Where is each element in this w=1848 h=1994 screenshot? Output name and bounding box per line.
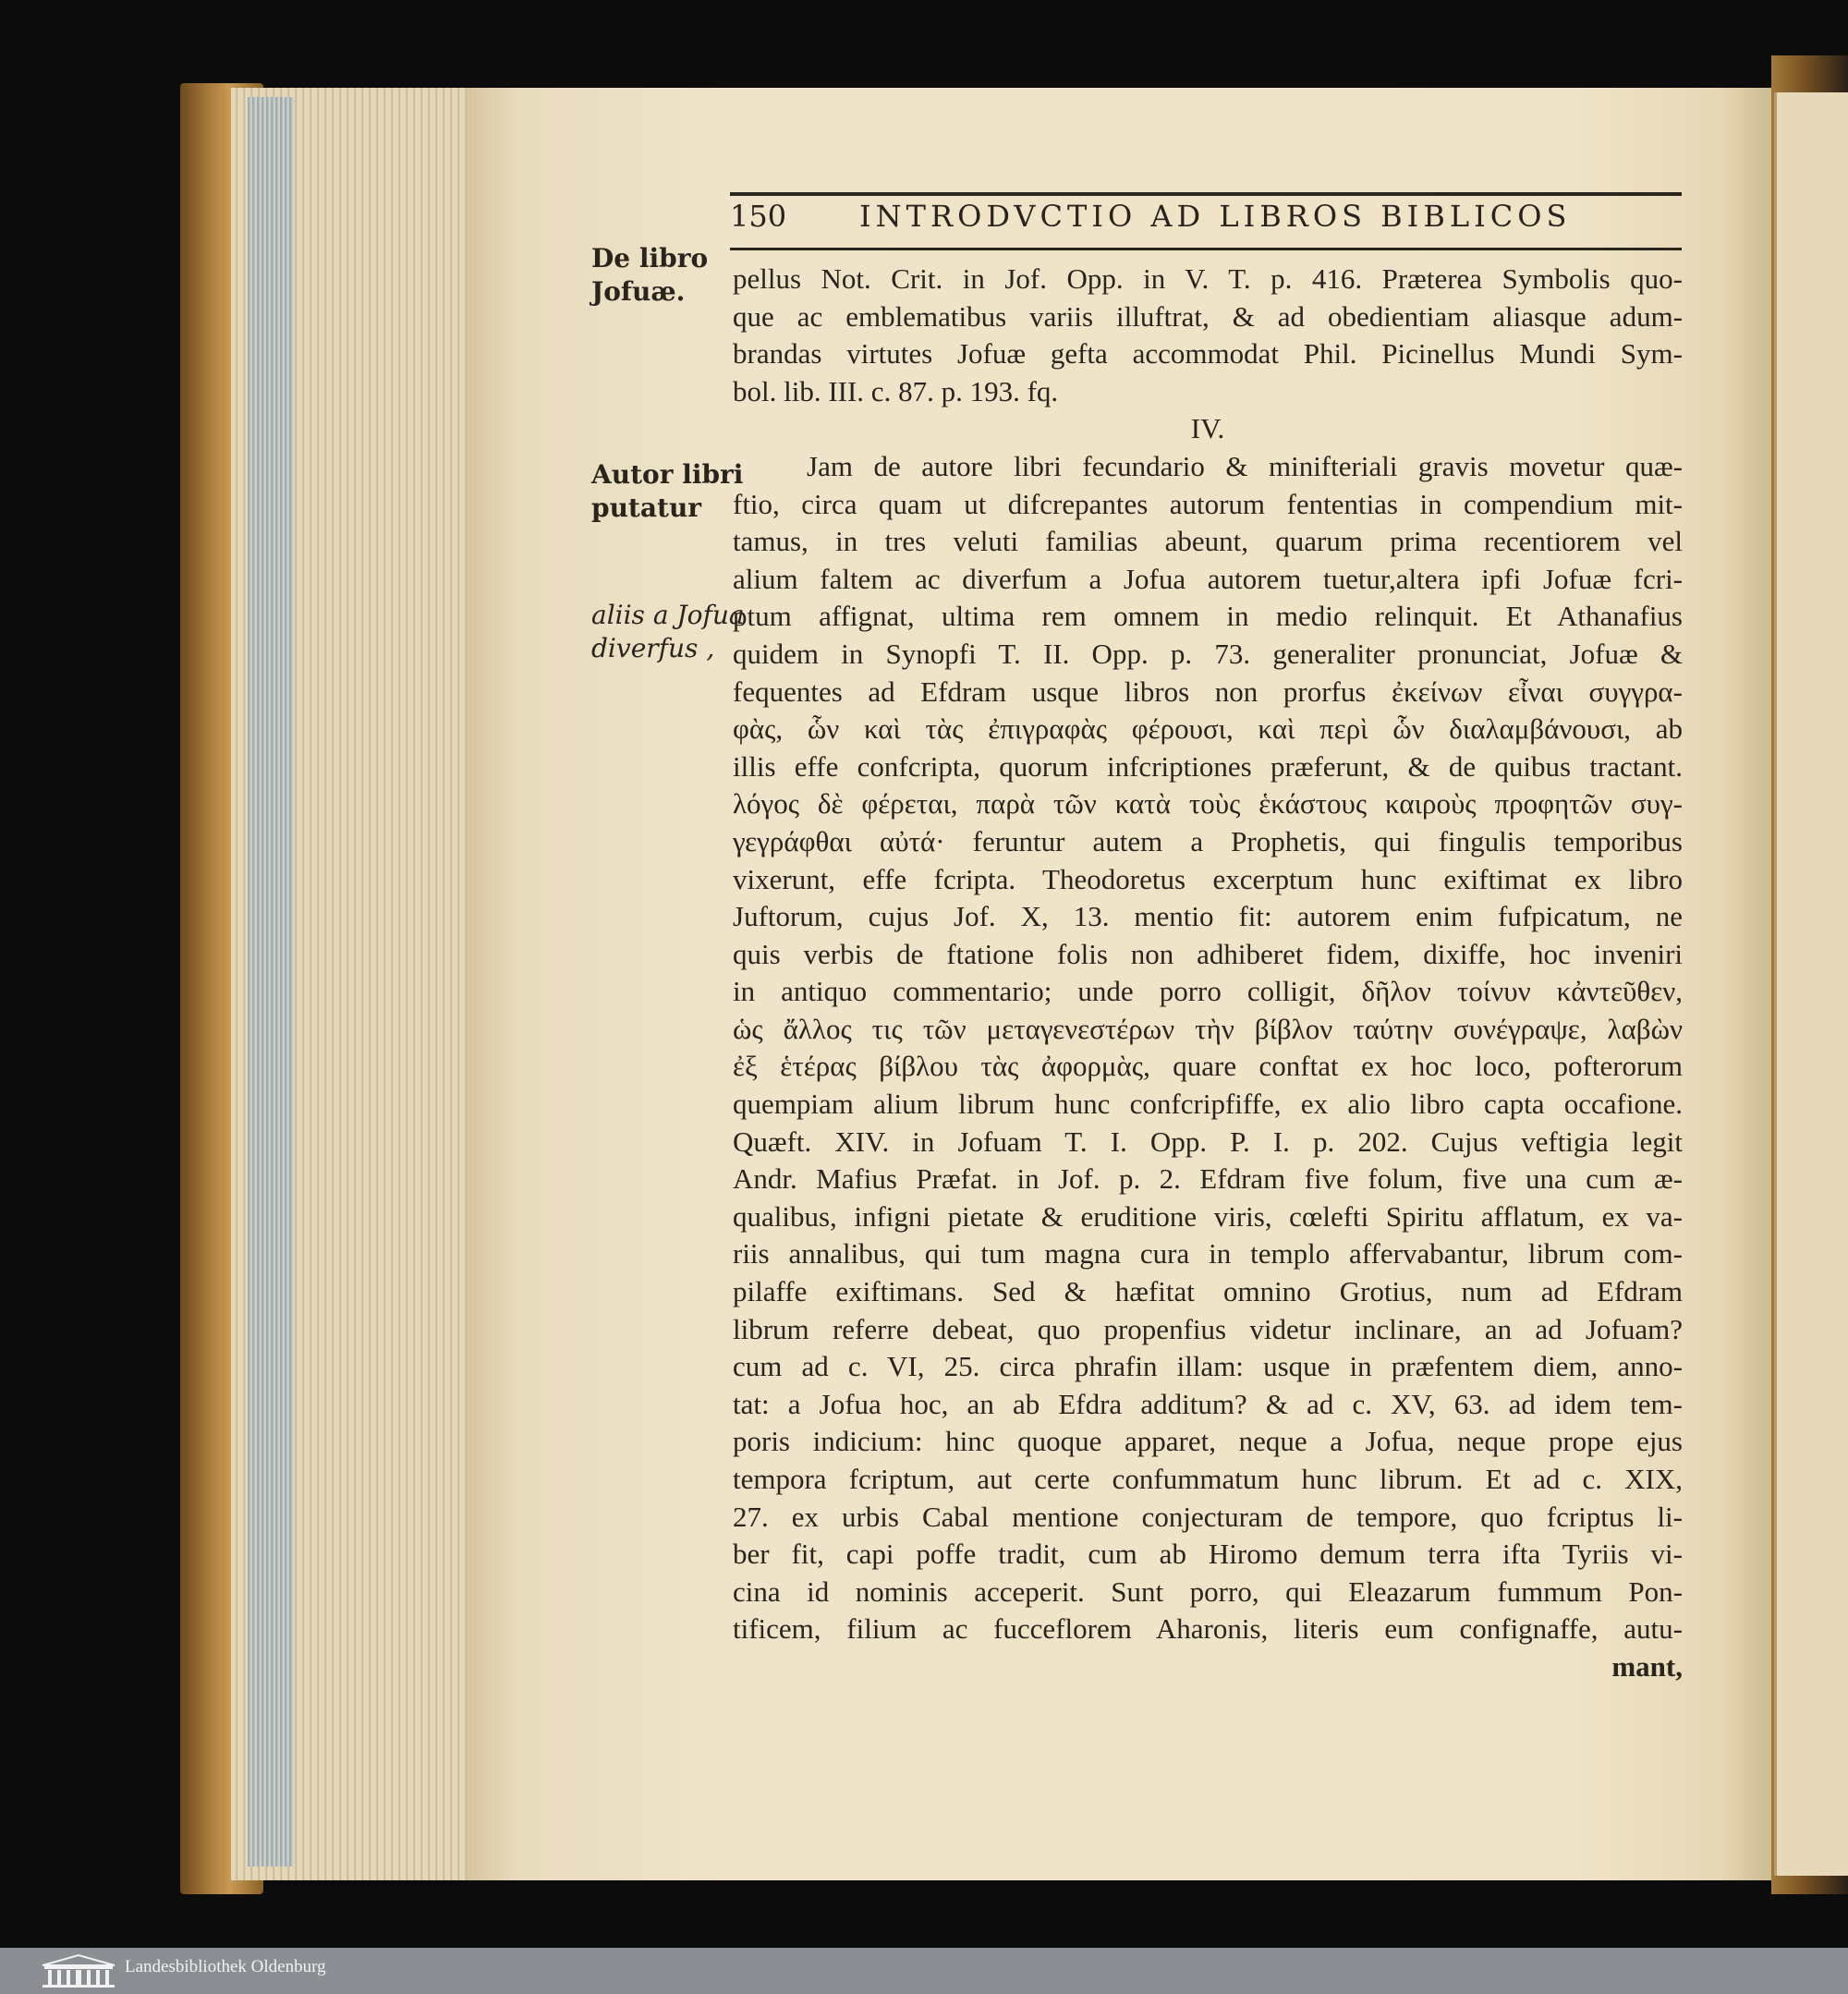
margin-note-line: putatur bbox=[591, 492, 702, 523]
footer-institution: Landesbibliothek Oldenburg bbox=[125, 1957, 326, 1976]
margin-note-line: De libro bbox=[591, 243, 709, 274]
text-line: fequentes ad Efdram usque libros non prorfus ἐκείνων εἶναι συγγρα- bbox=[733, 675, 1683, 708]
text-line: ὡς ἄλλος τις τῶν μεταγενεστέρων τὴν βίβλον ταύτην συνέγραψε, λαβὼν bbox=[733, 1012, 1683, 1045]
text-line: vixerunt, effe fcripta. Theodoretus excerptum hunc exiftimat ex libro bbox=[733, 862, 1683, 895]
text-line: Quæft. XIV. in Jofuam T. I. Opp. P. I. p. 202. Cujus veftigia legit bbox=[733, 1125, 1683, 1158]
text-line: γεγράφθαι αὐτά· feruntur autem a Prophetis, qui fingulis temporibus bbox=[733, 824, 1683, 857]
text-line: ber fit, capi poffe tradit, cum ab Hiromo demum terra ifta Tyriis vi- bbox=[733, 1538, 1683, 1571]
text-line: ptum affignat, ultima rem omnem in medio relinquit. Et Athanafius bbox=[733, 600, 1683, 633]
text-line: Andr. Mafius Præfat. in Jof. p. 2. Efdram five folum, five una cum æ- bbox=[733, 1162, 1683, 1196]
text-line: tificem, filium ac fucceflorem Aharonis, literis eum confignaffe, autu- bbox=[733, 1612, 1683, 1646]
text-line: 27. ex urbis Cabal mentione conjecturam de tempore, quo fcriptus li- bbox=[733, 1500, 1683, 1533]
header-top-rule bbox=[730, 192, 1682, 196]
margin-note-line: diverfus , bbox=[591, 633, 715, 663]
catchword: mant, bbox=[1611, 1649, 1683, 1683]
running-head: INTRODVCTIO AD LIBROS BIBLICOS bbox=[859, 199, 1572, 234]
text-line: tempora fcriptum, aut certe confummatum hunc librum. Et ad c. XIX, bbox=[733, 1463, 1683, 1495]
text-line: Jam de autore libri fecundario & minifteriali gravis movetur quæ- bbox=[807, 449, 1683, 482]
text-line: tat: a Jofua hoc, an ab Efdra additum? & ad c. XV, 63. ad idem tem- bbox=[733, 1387, 1683, 1420]
text-line: quidem in Synopfi T. II. Opp. p. 73. generaliter pronunciat, Jofuæ & bbox=[733, 637, 1683, 670]
text-line: illis effe confcripta, quorum infcriptiones præferunt, & de quibus tractant. bbox=[733, 749, 1683, 783]
margin-note-1 bbox=[591, 242, 708, 309]
text-line: librum referre debeat, quo propenfius videtur inclinare, an ad Jofuam? bbox=[733, 1312, 1683, 1345]
header-bottom-rule bbox=[730, 248, 1682, 250]
text-line: φὰς, ὧν καὶ τὰς ἐπιγραφὰς φέρουσι, καὶ περὶ ὧν διαλαμβάνουσι, ab bbox=[733, 712, 1683, 746]
margin-note-line: Autor libri bbox=[591, 459, 744, 490]
margin-note-2 bbox=[591, 458, 743, 525]
text-line: poris indicium: hinc quoque apparet, neque a Jofua, neque prope ejus bbox=[733, 1425, 1683, 1458]
text-line: riis annalibus, qui tum magna cura in templo affervabantur, librum com- bbox=[733, 1237, 1683, 1271]
text-line: bol. lib. III. c. 87. p. 193. fq. bbox=[733, 374, 1059, 407]
page-stack-edge bbox=[248, 97, 294, 1866]
text-line: ftio, circa quam ut difcrepantes autorum fententias in compendium mit- bbox=[733, 487, 1683, 520]
section-number: IV. bbox=[1190, 412, 1225, 445]
text-line: quempiam alium librum hunc confcripfiffe, ex alio libro capta occafione. bbox=[733, 1088, 1683, 1121]
facing-page-edge bbox=[1774, 92, 1848, 1876]
page-header bbox=[730, 199, 1682, 241]
page-number: 150 bbox=[730, 199, 787, 234]
text-line: quis verbis de ftatione folis non adhiberet fidem, dixiffe, hoc inveniri bbox=[733, 937, 1683, 970]
text-line: cina id nominis acceperit. Sunt porro, qui Eleazarum fummum Pon- bbox=[733, 1575, 1683, 1608]
text-line: pellus Not. Crit. in Jof. Opp. in V. T. p. 416. Præterea Symbolis quo- bbox=[733, 262, 1683, 295]
text-line: brandas virtutes Jofuæ gefta accommodat Phil. Picinellus Mundi Sym- bbox=[733, 337, 1683, 371]
text-line: pilaffe exiftimans. Sed & hæfitat omnino Grotius, num ad Efdram bbox=[733, 1275, 1683, 1308]
margin-note-line: aliis a Jofua bbox=[591, 600, 745, 630]
library-building-icon bbox=[39, 1952, 118, 1989]
margin-note-3 bbox=[591, 599, 745, 665]
text-line: alium faltem ac diverfum a Jofua autorem tuetur,altera ipfi Jofuæ fcri- bbox=[733, 562, 1683, 595]
body-text bbox=[733, 261, 1683, 1686]
text-line: ἐξ ἑτέρας βίβλου τὰς ἀφορμὰς, quare conftat ex hoc loco, pofterorum bbox=[733, 1050, 1683, 1083]
text-line: cum ad c. VI, 25. circa phrafin illam: usque in præfentem diem, anno- bbox=[733, 1350, 1683, 1383]
text-line: qualibus, infigni pietate & eruditione viris, cœlefti Spiritu afflatum, ex va- bbox=[733, 1199, 1683, 1233]
text-line: que ac emblematibus variis illuftrat, & ad obedientiam aliasque adum- bbox=[733, 299, 1683, 333]
text-line: Juftorum, cujus Jof. X, 13. mentio fit: autorem enim fufpicatum, ne bbox=[733, 900, 1683, 933]
margin-note-line: Jofuæ. bbox=[591, 276, 686, 307]
text-line: tamus, in tres veluti familias abeunt, quarum prima recentiorem vel bbox=[733, 525, 1683, 558]
text-line: in antiquo commentario; unde porro colligit, δῆλον τοίνυν κἀντεῦθεν, bbox=[733, 975, 1683, 1008]
text-line: λόγος δὲ φέρεται, παρὰ τῶν κατὰ τοὺς ἑκάστους καιροὺς προφητῶν συγ- bbox=[733, 787, 1683, 821]
